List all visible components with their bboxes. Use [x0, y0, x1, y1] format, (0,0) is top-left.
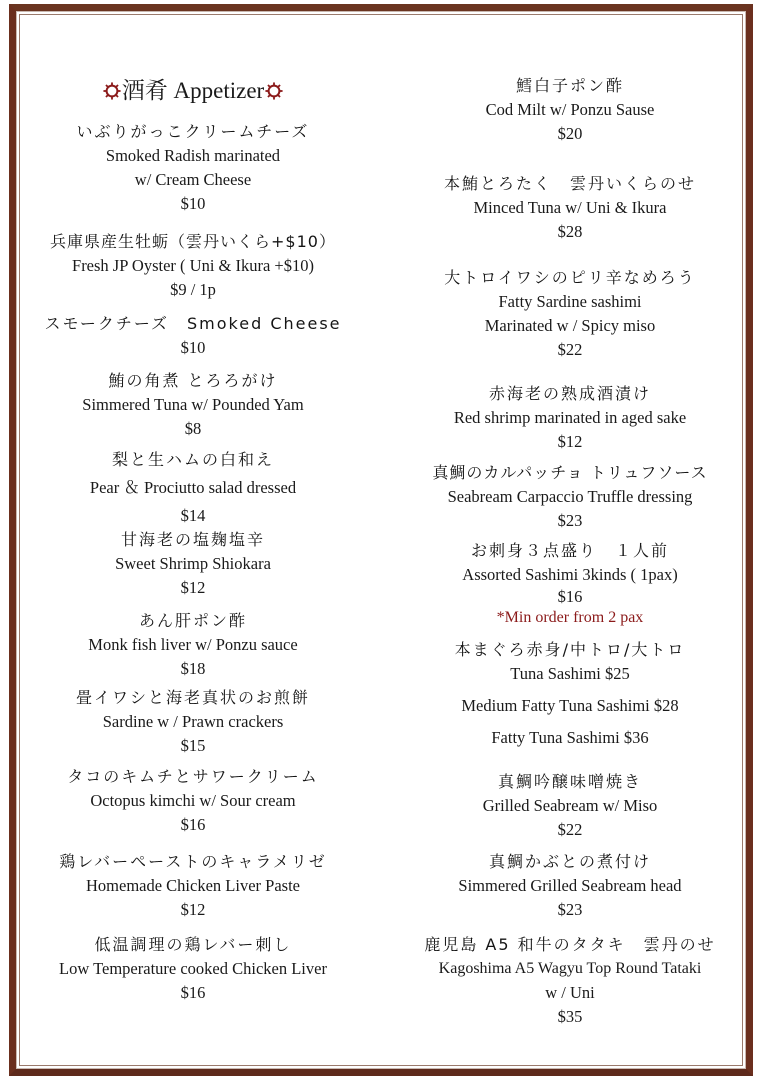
item-jp-name: 畳イワシと海老真状のお煎餅 — [75, 688, 310, 707]
menu-item — [22, 120, 364, 216]
item-en-name: Assorted Sashimi 3kinds ( 1pax) — [462, 565, 678, 584]
item-en-name: Low Temperature cooked Chicken Liver — [59, 959, 327, 978]
menu-item — [398, 638, 742, 750]
item-price: $28 — [557, 222, 583, 241]
menu-item — [22, 609, 364, 681]
item-en-name: Tuna Sashimi $25 — [510, 664, 630, 683]
item-price: $10 — [180, 194, 206, 213]
menu-item — [22, 230, 364, 302]
item-jp-name: 鹿児島 A5 和牛のタタキ 雲丹のせ — [424, 935, 716, 954]
item-en-name: Grilled Seabream w/ Miso — [482, 796, 658, 815]
item-en-name: Fatty Tuna Sashimi $36 — [491, 728, 649, 747]
menu-item — [398, 74, 742, 146]
item-jp-name: 鮪の角煮 とろろがけ — [108, 371, 278, 390]
item-jp-name: 真鯛吟醸味噌焼き — [497, 772, 642, 791]
item-jp-name: 真鯛かぶとの煮付け — [488, 852, 651, 871]
sun-ornament-icon — [265, 82, 283, 100]
item-en-name: Seabream Carpaccio Truffle dressing — [447, 487, 693, 506]
sun-ornament-icon — [103, 82, 121, 100]
item-jp-name: 鱈白子ポン酢 — [515, 76, 624, 95]
item-price: $9 / 1p — [170, 280, 216, 299]
menu-item — [398, 539, 742, 629]
menu-item — [22, 369, 364, 441]
item-price: $23 — [557, 900, 583, 919]
item-en-name: Monk fish liver w/ Ponzu sauce — [88, 635, 298, 654]
item-jp-name: あん肝ポン酢 — [138, 611, 247, 630]
item-en-name: Kagoshima A5 Wagyu Top Round Tataki — [438, 960, 702, 977]
item-jp-name: タコのキムチとサワークリーム — [67, 767, 319, 786]
item-en-name: w/ Cream Cheese — [134, 170, 252, 189]
item-en-name: Sardine w / Prawn crackers — [102, 712, 284, 731]
item-en-name: Pear ＆ Prociutto salad dressed — [89, 478, 297, 497]
menu-item — [398, 770, 742, 842]
item-en-name: Smoked Radish marinated — [105, 146, 281, 165]
item-price: $8 — [184, 419, 202, 438]
item-en-name: Cod Milt w/ Ponzu Sause — [485, 100, 655, 119]
menu-item — [398, 382, 742, 454]
menu-item — [22, 312, 364, 360]
menu-item — [22, 933, 364, 1005]
menu-item — [22, 765, 364, 837]
item-price: $16 — [180, 983, 206, 1002]
item-en-name: Homemade Chicken Liver Paste — [86, 876, 300, 895]
item-en-name: Fatty Sardine sashimi — [498, 292, 642, 311]
item-jp-name: 大トロイワシのピリ辛なめろう — [444, 268, 696, 287]
item-price: $35 — [557, 1007, 583, 1026]
item-jp-name: 本まぐろ赤身/中トロ/大トロ — [454, 640, 686, 659]
item-jp-name: 兵庫県産生牡蛎（雲丹いくら+$10） — [50, 232, 336, 251]
menu-item — [398, 172, 742, 244]
menu-item — [398, 461, 742, 533]
menu-item — [398, 850, 742, 922]
item-jp-name: 鶏レバーペーストのキャラメリゼ — [59, 852, 327, 871]
item-en-name: Simmered Grilled Seabream head — [458, 876, 682, 895]
item-en-name: Octopus kimchi w/ Sour cream — [90, 791, 296, 810]
item-en-name: Sweet Shrimp Shiokara — [115, 554, 271, 573]
min-order-note: *Min order from 2 pax — [496, 609, 644, 626]
item-price: $23 — [557, 511, 583, 530]
item-en-name: Marinated w / Spicy miso — [484, 316, 656, 335]
item-price: $12 — [180, 900, 206, 919]
item-jp-name: 梨と生ハムの白和え — [111, 450, 274, 469]
item-jp-name: 真鯛のカルパッチョ トリュフソース — [432, 463, 708, 482]
item-price: $22 — [557, 340, 583, 359]
item-price: $14 — [180, 506, 206, 525]
item-price: $12 — [180, 578, 206, 597]
section-title — [22, 76, 364, 106]
item-price: $20 — [557, 124, 583, 143]
item-price: $22 — [557, 820, 583, 839]
menu-item — [22, 528, 364, 600]
item-price: $16 — [180, 815, 206, 834]
item-jp-name: 赤海老の熟成酒漬け — [488, 384, 651, 403]
item-jp-name: 低温調理の鶏レバー刺し — [94, 935, 292, 954]
item-en-name: Fresh JP Oyster ( Uni & Ikura +$10) — [72, 256, 314, 275]
item-en-name: Minced Tuna w/ Uni & Ikura — [473, 198, 667, 217]
menu-item — [398, 933, 742, 1029]
section-title-text: 酒肴 Appetizer — [121, 78, 265, 103]
item-price: $15 — [180, 736, 206, 755]
item-jp-name: いぶりがっこクリームチーズ — [76, 122, 310, 141]
item-jp-name: 本鮪とろたく 雲丹いくらのせ — [443, 174, 696, 193]
item-jp-name: 甘海老の塩麹塩辛 — [120, 530, 265, 549]
item-en-name: Medium Fatty Tuna Sashimi $28 — [461, 696, 679, 715]
item-price: $10 — [180, 338, 206, 357]
menu-item — [22, 448, 364, 528]
item-jp-name: スモークチーズ Smoked Cheese — [44, 314, 342, 333]
item-price: $18 — [180, 659, 206, 678]
item-price: $16 — [557, 587, 583, 606]
item-en-name: Red shrimp marinated in aged sake — [453, 408, 687, 427]
menu-item — [398, 266, 742, 362]
item-en-name: Simmered Tuna w/ Pounded Yam — [82, 395, 304, 414]
item-en-name: w / Uni — [545, 983, 595, 1002]
item-price: $12 — [557, 432, 583, 451]
item-jp-name: お刺身３点盛り １人前 — [470, 541, 669, 560]
menu-item — [22, 686, 364, 758]
menu-item — [22, 850, 364, 922]
